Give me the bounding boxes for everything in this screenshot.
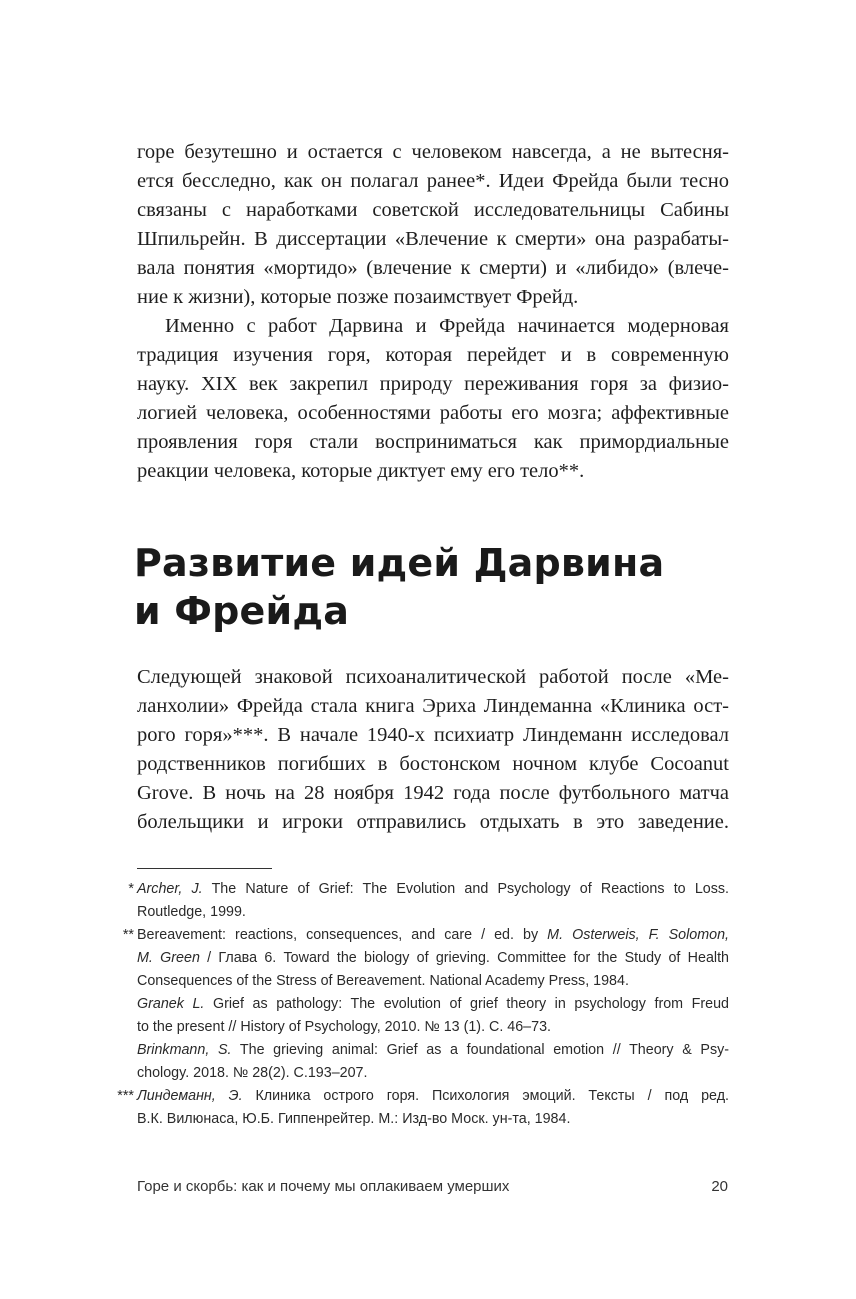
text-line: родственников погибших в бостонском ночном клубе Cocoanut <box>137 753 729 775</box>
text-line: проявления горя стали восприниматься как примордиальные <box>137 431 729 453</box>
running-footer-title: Горе и скорбь: как и почему мы оплакиваем умерших <box>137 1178 510 1195</box>
footnote-author: Линдеманн, Э. <box>137 1088 243 1104</box>
footnote-text: Клиника острого горя. Психология эмоций. Тексты / под ред. <box>242 1088 730 1104</box>
text-line: горе безутешно и остается с человеком навсегда, а не вытесня- <box>137 141 729 163</box>
footnote-divider <box>137 868 272 869</box>
section-heading: Развитие идей Дарвина <box>134 541 665 585</box>
text-line: рого горя»***. В начале 1940-х психиатр Линдеманн исследовал <box>137 724 729 746</box>
footnote-text: The Nature of Grief: The Evolution and Psychology of Reactions to Loss. <box>202 881 729 897</box>
footnote-line: chology. 2018. № 28(2). С.193–207. <box>137 1065 368 1081</box>
text-line: вала понятия «мортидо» (влечение к смерти) и «либидо» (влече- <box>137 257 729 279</box>
text-line: реакции человека, которые диктует ему его тело**. <box>137 460 585 482</box>
footnote-marker: ** <box>122 927 134 943</box>
text-line: Следующей знаковой психоаналитической работой после «Ме- <box>137 666 729 688</box>
footnote-author: Brinkmann, S. <box>137 1042 232 1058</box>
text-line: Шпильрейн. В диссертации «Влечение к смерти» она разрабаты- <box>137 228 729 250</box>
text-line: болельщики и игроки отправились отдыхать в это заведение. <box>137 811 729 833</box>
footnote-marker: * <box>128 881 134 897</box>
text-line: Именно с работ Дарвина и Фрейда начинается модерновая <box>165 315 729 337</box>
page-number: 20 <box>711 1178 728 1195</box>
text-line: традиция изучения горя, которая перейдет и в современную <box>137 344 729 366</box>
footnote-line: to the present // History of Psychology, 2010. № 13 (1). С. 46–73. <box>137 1019 552 1035</box>
text-line: Grove. В ночь на 28 ноября 1942 года после футбольного матча <box>137 782 729 804</box>
footnote-text: Grief as pathology: The evolution of grief theory in psychology from Freud <box>204 996 729 1012</box>
text-line: ется бесследно, как он полагал ранее*. Идеи Фрейда были тесно <box>137 170 729 192</box>
section-heading-continued: и Фрейда <box>134 589 350 633</box>
footnote-line <box>137 924 729 947</box>
footnote-line <box>137 1085 729 1108</box>
footnote-line: Consequences of the Stress of Bereavement. National Academy Press, 1984. <box>137 973 629 989</box>
footnote-text: / Глава 6. Toward the biology of grieving. Committee for the Study of Health <box>199 950 730 966</box>
footnote-line <box>137 1039 729 1062</box>
footnote-author: Archer, J. <box>137 881 203 897</box>
text-line: логией человека, особенностями работы его мозга; аффективные <box>137 402 729 424</box>
footnote-line: В.К. Вилюнаса, Ю.Б. Гиппенрейтер. М.: Изд-во Моск. ун-та, 1984. <box>137 1111 571 1127</box>
footnote-line: Routledge, 1999. <box>137 904 246 920</box>
footnote-marker: *** <box>117 1088 134 1104</box>
footnote-author: M. Osterweis, F. Solomon, <box>547 927 729 943</box>
footnote-author: M. Green <box>137 950 200 966</box>
text-line: связаны с наработками советской исследовательницы Сабины <box>137 199 729 221</box>
footnote-line <box>137 993 729 1016</box>
footnote-line <box>137 947 729 970</box>
text-line: ние к жизни), которые позже позаимствует Фрейд. <box>137 286 579 308</box>
footnote-line <box>137 878 729 901</box>
text-line: науку. XIX век закрепил природу переживания горя за физио- <box>137 373 729 395</box>
text-line: ланхолии» Фрейда стала книга Эриха Линдеманна «Клиника ост- <box>137 695 729 717</box>
footnote-text: The grieving animal: Grief as a foundational emotion // Theory & Psy- <box>231 1042 730 1058</box>
footnote-author: Granek L. <box>137 996 205 1012</box>
footnote-text: Bereavement: reactions, consequences, and care / ed. by <box>137 927 548 943</box>
